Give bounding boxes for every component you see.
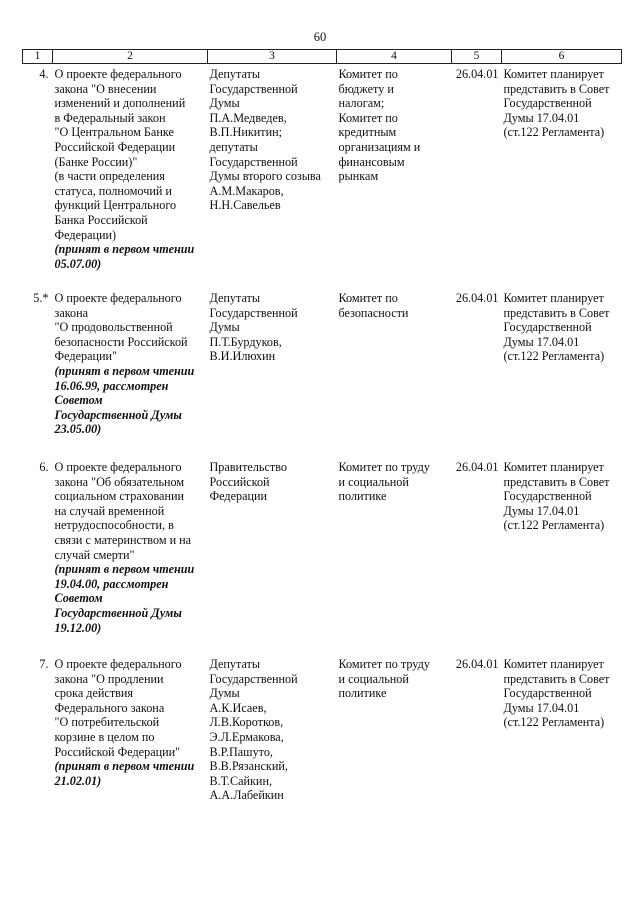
reading-status-note: 21.02.01) [54,773,102,788]
text-line: представить в Совет [503,305,610,320]
text-line: Государственной [503,686,592,701]
text-line: Н.Н.Савельев [209,198,281,213]
text-line: связи с материнством и на [54,532,192,547]
text-line: Комитет по [338,110,398,125]
text-line: Думы 17.04.01 [503,110,580,125]
column-header: 4 [337,50,452,64]
reading-status-note: (принят в первом чтении [54,363,195,378]
date-cell: 26.04.01 [455,67,499,81]
decision-cell [502,654,622,827]
text-line: статуса, полномочий и [54,183,172,198]
text-line: представить в Совет [503,474,610,489]
table-row [23,457,622,654]
responsible-committee [337,457,452,654]
text-line: Комитет планирует [503,460,604,474]
text-line: Федерации [209,489,268,504]
text-line: Депутаты [209,657,261,671]
text-line: Государственной [209,671,298,686]
bill-title [53,288,208,457]
text-line: Государственной [209,154,298,169]
text-line: Думы 17.04.01 [503,700,580,715]
text-line: закона "О внесении [54,81,157,96]
text-line: "О продовольственной [54,320,173,335]
text-line: Думы [209,96,240,111]
reading-status-note: (принят в первом чтении [54,242,195,257]
text-line: В.Р.Пашуто, [209,744,273,759]
text-line: случай смерти" [54,547,135,562]
column-header: 1 [23,50,53,64]
text-line: Российской Федерации [54,139,176,154]
reading-status-note: Советом [54,393,103,408]
text-line: "О Центральном Банке [54,125,174,140]
text-line: на случай временной [54,503,165,518]
bill-authors [208,288,337,457]
text-line: организациям и [338,139,421,154]
text-line: Комитет по [338,291,398,305]
text-line: в Федеральный закон [54,110,166,125]
text-line: Думы [209,686,240,701]
bill-title [53,64,208,289]
text-line: Российской Федерации" [54,744,181,759]
text-line: Комитет планирует [503,657,604,671]
text-line: Депутаты [209,67,261,81]
text-line: Э.Л.Ермакова, [209,729,284,744]
text-line: Государственной [209,305,298,320]
text-line: безопасности [338,305,409,320]
bill-authors [208,64,337,289]
text-line: В.И.Илюхин [209,349,276,364]
text-line: и социальной [338,671,409,686]
text-line: социальном страховании [54,489,185,504]
text-line: налогам; [338,96,385,111]
text-line: Государственной [503,96,592,111]
bill-authors [208,457,337,654]
row-number: 7. [39,657,49,671]
text-line: Федерального закона [54,700,165,715]
text-line: О проекте федерального [54,460,182,474]
reading-status-note: 23.05.00) [54,422,102,437]
reading-status-note: 19.04.00, рассмотрен [54,576,169,591]
text-line: "О потребительской [54,715,160,730]
text-line: П.А.Медведев, [209,110,287,125]
reading-status-note: 19.12.00) [54,620,102,635]
table-row [23,288,622,457]
bill-title [53,654,208,827]
reading-status-note: 16.06.99, рассмотрен [54,378,169,393]
bill-authors [208,654,337,827]
table-row [23,654,622,827]
text-line: Комитет по труду [338,657,430,671]
text-line: (ст.122 Регламента) [503,715,605,730]
reading-status-note: Государственной Думы [54,407,182,422]
reading-status-note: (принят в первом чтении [54,759,195,774]
text-line: А.М.Макаров, [209,183,284,198]
text-line: Банка Российской [54,212,148,227]
text-line: представить в Совет [503,81,610,96]
text-line: П.Т.Бурдуков, [209,334,282,349]
text-line: бюджету и [338,81,394,96]
row-number: 5.* [33,291,49,305]
reading-status-note: Государственной Думы [54,605,182,620]
text-line: (Банке России)" [54,154,138,169]
decision-cell [502,288,622,457]
date-cell: 26.04.01 [455,657,499,671]
bills-table [22,49,622,827]
text-line: Думы [209,320,240,335]
page-number: 60 [313,30,327,44]
responsible-committee [337,288,452,457]
text-line: Государственной [209,81,298,96]
text-line: Комитет по [338,67,398,81]
text-line: депутаты [209,139,258,154]
text-line: О проекте федерального [54,657,182,671]
text-line: рынкам [338,169,379,184]
text-line: функций Центрального [54,198,177,213]
text-line: Государственной [503,489,592,504]
text-line: Комитет планирует [503,291,604,305]
text-line: Думы 17.04.01 [503,334,580,349]
text-line: А.К.Исаев, [209,700,267,715]
text-line: закона "О продлении [54,671,164,686]
column-header: 6 [502,50,622,64]
text-line: финансовым [338,154,405,169]
text-line: безопасности Российской [54,334,188,349]
text-line: О проекте федерального [54,67,182,81]
decision-cell [502,64,622,289]
text-line: политике [338,686,387,701]
responsible-committee [337,654,452,827]
text-line: А.А.Лабейкин [209,788,284,803]
text-line: Думы 17.04.01 [503,503,580,518]
reading-status-note: Советом [54,591,103,606]
text-line: О проекте федерального [54,291,182,305]
text-line: Комитет по труду [338,460,430,474]
text-line: (в части определения [54,169,165,184]
text-line: (ст.122 Регламента) [503,349,605,364]
text-line: закона "Об обязательном [54,474,185,489]
text-line: политике [338,489,387,504]
date-cell: 26.04.01 [455,291,499,305]
bill-title [53,457,208,654]
text-line: Федерации) [54,227,117,242]
column-header: 5 [452,50,502,64]
text-line: кредитным [338,125,397,140]
row-number: 4. [39,67,49,81]
table-header-row [23,50,622,64]
text-line: (ст.122 Регламента) [503,125,605,140]
text-line: Л.В.Коротков, [209,715,284,730]
column-header: 3 [208,50,337,64]
text-line: представить в Совет [503,671,610,686]
column-header: 2 [53,50,208,64]
responsible-committee [337,64,452,289]
text-line: Правительство [209,460,287,474]
text-line: В.В.Рязанский, [209,759,288,774]
text-line: Государственной [503,320,592,335]
text-line: изменений и дополнений [54,96,186,111]
reading-status-note: 05.07.00) [54,256,102,271]
text-line: и социальной [338,474,409,489]
text-line: нетрудоспособности, в [54,518,174,533]
text-line: Думы второго созыва [209,169,321,184]
text-line: закона [54,305,89,320]
text-line: Федерации" [54,349,118,364]
text-line: В.П.Никитин; [209,125,283,140]
date-cell: 26.04.01 [455,460,499,474]
row-number: 6. [39,460,49,474]
text-line: Комитет планирует [503,67,604,81]
text-line: срока действия [54,686,134,701]
text-line: корзине в целом по [54,729,155,744]
text-line: (ст.122 Регламента) [503,518,605,533]
decision-cell [502,457,622,654]
text-line: Российской [209,474,270,489]
reading-status-note: (принят в первом чтении [54,562,195,577]
text-line: В.Т.Сайкин, [209,773,273,788]
text-line: Депутаты [209,291,261,305]
table-row [23,64,622,289]
